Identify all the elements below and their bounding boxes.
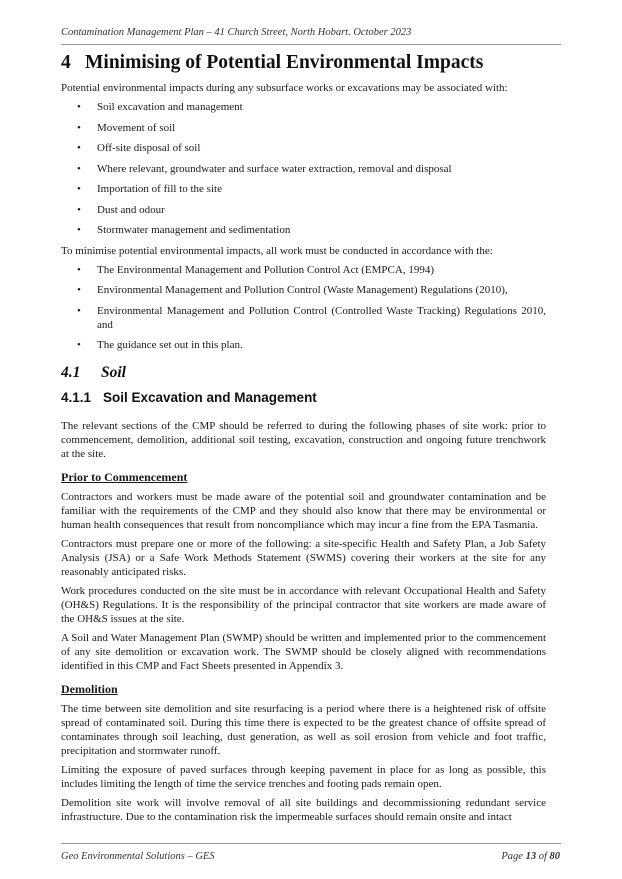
bullet-icon: • [77, 101, 81, 113]
impacts-list [61, 100, 546, 237]
list-item: • Importation of fill to the site [77, 183, 222, 195]
list-item: • Environmental Management and Pollution Control (Waste Management) Regulations (2010), [77, 284, 508, 296]
prior-paragraph: Contractors and workers must be made aware of the potential soil and groundwater contamination and be familiar with the requirements of the CMP and they should also know that there may be environmental or human health consequences that result from noncompliance which may incur a fine from the EPA Tasmania. [61, 491, 546, 531]
bullet-icon: • [77, 224, 81, 236]
bullet-icon: • [77, 183, 81, 195]
list-item: • Soil excavation and management [77, 101, 243, 113]
list-item: • Stormwater management and sedimentation [77, 224, 291, 236]
list-item: • The guidance set out in this plan. [77, 339, 243, 351]
demolition-paragraph: Demolition site work will involve removal of all site buildings and decommissioning redundant service infrastructure. Due to the contamination risk the impermeable surfaces should remain onsite and intact [61, 797, 546, 823]
demolition-heading: Demolition [61, 682, 118, 696]
footer-divider [61, 843, 561, 844]
prior-paragraph: Contractors must prepare one or more of the following: a site-specific Health and Safety Plan, a Job Safety Analysis (JSA) or a Safe Work Methods Statement (SWMS) covering their workers at the site for any reasonably anticipated risks. [61, 538, 546, 578]
footer-company: Geo Environmental Solutions – GES [61, 851, 215, 862]
section-4-1-heading [61, 364, 546, 382]
regulations-list [61, 263, 546, 353]
demolition-paragraph: Limiting the exposure of paved surfaces through keeping pavement in place for as long as possible, this includes limiting the length of time the service trenches and footing pads remain open. [61, 764, 546, 790]
section-4-1-title: Soil [101, 364, 126, 381]
list-item: • Where relevant, groundwater and surface water extraction, removal and disposal [77, 162, 452, 175]
prior-paragraph: Work procedures conducted on the site must be in accordance with relevant Occupational Health and Safety (OH&S) Regulations. It is the responsibility of the principal contractor that site workers are made aware of the OH&S issues at the site. [61, 585, 546, 625]
list-item: • Environmental Management and Pollution Control (Controlled Waste Tracking) Regulations 2010, and [77, 304, 546, 331]
bullet-icon: • [77, 121, 81, 134]
bullet-icon: • [77, 263, 81, 276]
list-item: • Movement of soil [77, 121, 176, 134]
bullet-icon: • [77, 339, 81, 351]
section-4-1-1-intro: The relevant sections of the CMP should be referred to during the following phases of site work: prior to commencement, demolition, additional soil testing, excavation, construction and ongoing future trenchwork at the site. [61, 420, 546, 460]
section-4-intro: Potential environmental impacts during any subsurface works or excavations may be associated with: [61, 82, 508, 94]
bullet-icon: • [77, 304, 81, 317]
page-header: Contamination Management Plan – 41 Church Street, North Hobart. October 2023 [61, 27, 412, 38]
bullet-icon: • [77, 284, 81, 296]
bullet-icon: • [77, 142, 81, 154]
section-4-number: 4 [61, 52, 71, 73]
demolition-paragraph: The time between site demolition and site resurfacing is a period where there is a heightened risk of offsite spread of contaminated soil. During this time there is expected to be the greatest chance of offsite spread of contaminates through soil leaching, dust generation, as well as soil erosion from vehicle and foot traffic, precipitation and stormwater runoff. [61, 703, 546, 757]
header-divider [61, 44, 561, 45]
section-4-1-1-number: 4.1.1 [61, 390, 92, 405]
bullet-icon: • [77, 162, 81, 175]
prior-paragraph: A Soil and Water Management Plan (SWMP) should be written and implemented prior to the commencement of any site demolition or excavation work. The SWMP should be closely aligned with recommendations identified in this CMP and Fact Sheets presented in Appendix 3. [61, 632, 546, 672]
page-number: Page 13 of 80 [501, 851, 560, 862]
section-4-heading [61, 52, 546, 74]
bullet-icon: • [77, 203, 81, 216]
accordance-intro: To minimise potential environmental impacts, all work must be conducted in accordance with the: [61, 244, 493, 257]
list-item: • Off-site disposal of soil [77, 142, 201, 154]
list-item: • Dust and odour [77, 203, 165, 216]
section-4-1-number: 4.1 [61, 364, 81, 381]
section-4-1-1-heading [61, 390, 546, 405]
prior-to-commencement-heading: Prior to Commencement [61, 470, 188, 484]
page-content [61, 52, 546, 829]
list-item: • The Environmental Management and Pollution Control Act (EMPCA, 1994) [77, 263, 434, 276]
section-4-title: Minimising of Potential Environmental Impacts [85, 52, 484, 73]
section-4-1-1-title: Soil Excavation and Management [103, 390, 317, 405]
